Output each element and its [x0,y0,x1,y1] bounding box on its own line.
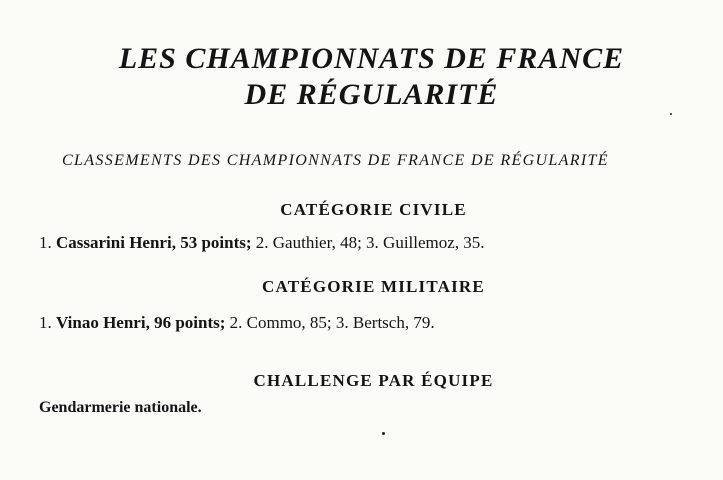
category-militaire-rank-number: 1. [39,313,52,332]
category-militaire-winner: Vinao Henri, 96 points; [56,313,226,332]
category-militaire-others: 2. Commo, 85; 3. Bertsch, 79. [229,313,435,332]
category-civile-results [39,233,485,253]
print-speck [382,432,385,435]
category-militaire-heading: CATÉGORIE MILITAIRE [262,277,485,296]
category-militaire-results [39,313,435,333]
page-subtitle: CLASSEMENTS DES CHAMPIONNATS DE FRANCE DE RÉGULARITÉ [62,152,609,169]
category-civile-heading: CATÉGORIE CIVILE [280,200,467,219]
print-speck [670,113,672,115]
challenge-winner: Gendarmerie nationale. [39,399,202,416]
page-title-line-1: LES CHAMPIONNATS DE FRANCE [118,42,625,75]
category-civile-winner: Cassarini Henri, 53 points; [56,233,252,252]
category-civile-rank-number: 1. [39,233,52,252]
page-title-line-2: DE RÉGULARITÉ [244,78,499,111]
category-civile-others: 2. Gauthier, 48; 3. Guillemoz, 35. [255,233,485,252]
challenge-heading: CHALLENGE PAR ÉQUIPE [253,371,494,390]
